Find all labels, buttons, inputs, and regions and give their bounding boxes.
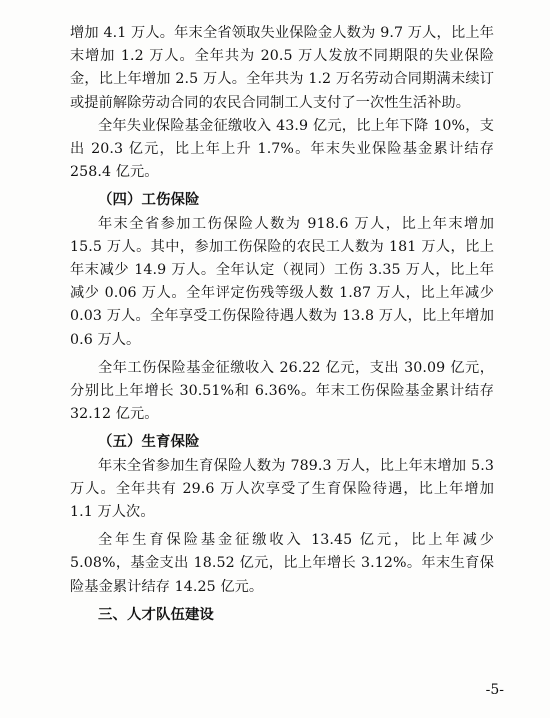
paragraph-work-injury-participants: 年末全省参加工伤保险人数为 918.6 万人，比上年末增加 15.5 万人。其中，参加工伤保险的农民工人数为 181 万人，比上年末减少 14.9 万人。全年认定（视同）工伤 3.35 万人，比上年减少 0.06 万人。全年评定伤残等级人数 1.87 万人，比上年减少 0.03 万人。全年享受工伤保险待遇人数为 13.8 万人，比上年增加 0.6 万人。 <box>70 215 494 348</box>
paragraph-work-injury-fund: 全年工伤保险基金征缴收入 26.22 亿元，支出 30.09 亿元，分别比上年增长 30.51%和 6.36%。年末工伤保险基金累计结存 32.12 亿元。 <box>70 359 494 423</box>
document-body <box>70 22 494 627</box>
heading-talent-team-building: 三、人才队伍建设 <box>98 606 214 623</box>
paragraph-unemployment-recipients: 增加 4.1 万人。年末全省领取失业保险金人数为 9.7 万人，比上年末增加 1.2 万人。全年共为 20.5 万人发放不同期限的失业保险金，比上年增加 2.5 万人。全年共为 1.2 万名劳动合同期满未续订或提前解除劳动合同的农民合同制工人支付了一次性生活补助。 <box>70 25 494 111</box>
paragraph-maternity-participants: 年末全省参加生育保险人数为 789.3 万人，比上年末增加 5.3 万人。全年共有 29.6 万人次享受了生育保险待遇，比上年增加 1.1 万人次。 <box>70 457 494 521</box>
paragraph-maternity-fund: 全年生育保险基金征缴收入 13.45 亿元，比上年减少 5.08%，基金支出 18.52 亿元，比上年增长 3.12%。年末生育保险基金累计结存 14.25 亿元。 <box>70 532 494 595</box>
heading-work-injury-insurance: （四）工伤保险 <box>98 192 200 209</box>
heading-maternity-insurance: （五）生育保险 <box>98 434 200 451</box>
page-number: -5- <box>485 682 504 698</box>
paragraph-unemployment-fund: 全年失业保险基金征缴收入 43.9 亿元，比上年下降 10%，支出 20.3 亿元，比上年上升 1.7%。年末失业保险基金累计结存 258.4 亿元。 <box>70 117 494 181</box>
